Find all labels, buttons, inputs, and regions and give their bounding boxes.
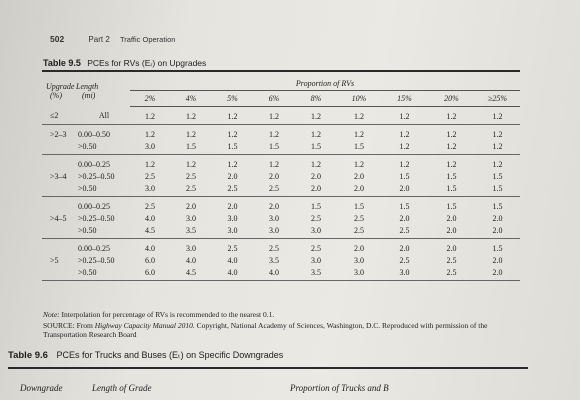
running-header: [50, 34, 175, 44]
pce-value-cell: 1.2: [227, 129, 238, 139]
note-text: Interpolation for percentage of RVs is recommended to the nearest 0.1.: [61, 310, 275, 319]
page-number: 502: [50, 34, 65, 44]
pce-value-cell: 2.0: [399, 213, 410, 223]
pce-value-cell: 1.5: [170, 140, 212, 155]
upgrade-cell: [42, 197, 76, 213]
table-9-5: [42, 76, 520, 281]
length-cell: >0.25–0.50: [78, 171, 115, 181]
pce-value-cell: 1.2: [253, 107, 295, 125]
upgrade-header-line2: (%): [50, 91, 62, 101]
upgrade-cell: ≤2: [42, 107, 76, 125]
pce-value-cell: 1.2: [381, 107, 428, 125]
pce-value-cell: 2.0: [446, 213, 457, 223]
pce-value-cell: 1.2: [492, 159, 503, 169]
pce-value-cell: 1.2: [311, 129, 321, 139]
pce-value-cell: 1.5: [475, 182, 520, 197]
length-header-line1: Length: [76, 82, 99, 92]
upgrade-cell: [42, 155, 76, 171]
length-cell: >0.25–0.50: [78, 213, 115, 223]
source-work: Highway Capacity Manual 2010.: [94, 321, 195, 330]
pce-value-cell: 2.5: [145, 171, 155, 181]
pce-value-cell: 1.5: [399, 201, 410, 211]
pce-value-cell: 3.0: [130, 182, 170, 197]
section-label: Traffic Operation: [120, 35, 176, 44]
upgrade-header: [42, 76, 76, 107]
pce-value-cell: 1.2: [354, 129, 364, 139]
pce-value-cell: 1.5: [446, 201, 457, 211]
proportion-column-header: 10%: [337, 91, 381, 107]
source-prefix: From: [76, 321, 93, 330]
pce-value-cell: 2.0: [446, 243, 457, 253]
pce-value-cell: 1.2: [227, 159, 238, 169]
pce-value-cell: 1.2: [311, 159, 321, 169]
proportion-column-header: 20%: [428, 91, 475, 107]
pce-value-cell: 2.0: [269, 171, 279, 181]
proportion-column-header: 6%: [253, 91, 295, 107]
pce-value-cell: 2.5: [399, 255, 410, 265]
pce-value-cell: 1.5: [212, 140, 253, 155]
pce-value-cell: 2.5: [446, 255, 457, 265]
pce-value-cell: 3.0: [269, 213, 279, 223]
table-row: [42, 107, 520, 125]
upgrade-header-line1: Upgrade: [46, 82, 75, 92]
table-9-6-label: Table 9.6: [8, 350, 48, 361]
length-cell: >0.25–0.50: [78, 255, 115, 265]
pce-value-cell: 6.0: [145, 255, 155, 265]
pce-value-cell: 1.5: [337, 140, 381, 155]
pce-value-cell: 1.2: [399, 159, 410, 169]
pce-value-cell: 2.0: [492, 213, 503, 223]
proportion-column-header: 8%: [295, 91, 337, 107]
pce-value-cell: 1.2: [337, 107, 381, 125]
pce-value-cell: 2.0: [186, 201, 196, 211]
pce-value-cell: 3.0: [354, 255, 364, 265]
length-header-line2: (mi): [82, 91, 96, 101]
source-rest: Copyright, National Academy of Sciences, Washington, D.C. Reproduced with permission of the Transportation Research Board: [43, 321, 488, 339]
pce-value-cell: 1.5: [311, 201, 321, 211]
pce-value-cell: 2.5: [170, 182, 212, 197]
length-cell: >0.50: [76, 140, 130, 155]
length-cell: >0.50: [76, 266, 130, 281]
pce-value-cell: 2.0: [295, 182, 337, 197]
pce-value-cell: 2.0: [475, 224, 520, 239]
pce-value-cell: 1.2: [399, 129, 410, 139]
source-label: SOURCE:: [43, 321, 75, 330]
pce-value-cell: 2.5: [227, 243, 238, 253]
table-row: [42, 182, 520, 197]
pce-value-cell: 2.0: [269, 201, 279, 211]
table-source: [43, 321, 533, 339]
pce-value-cell: 3.0: [186, 213, 196, 223]
pce-value-cell: 2.0: [227, 201, 238, 211]
pce-value-cell: 1.5: [399, 171, 410, 181]
part-label: Part 2: [88, 35, 110, 44]
pce-value-cell: 1.2: [170, 107, 212, 125]
pce-value-cell: 1.2: [446, 129, 457, 139]
upgrade-cell: >4–5: [50, 213, 67, 223]
pce-value-cell: 1.2: [145, 129, 155, 139]
pce-value-cell: 1.2: [130, 107, 170, 125]
pce-value-cell: 1.2: [295, 107, 337, 125]
length-cell: 0.00–0.25: [78, 159, 110, 169]
length-cell: 0.00–0.25: [78, 201, 110, 211]
pce-value-cell: 1.2: [428, 140, 475, 155]
upgrade-cell: >5: [50, 255, 59, 265]
table-top-rule: [42, 70, 520, 72]
table-row: [42, 254, 520, 266]
proportion-column-header: 2%: [130, 91, 170, 107]
table-9-6-title: [8, 350, 283, 361]
pce-value-cell: 2.5: [212, 182, 253, 197]
pce-value-cell: 1.2: [475, 140, 520, 155]
proportion-of-rvs-header: Proportion of RVs: [130, 76, 520, 91]
pce-value-cell: 3.5: [170, 224, 212, 239]
table-9-6-caption: PCEs for Trucks and Buses (Eₜ) on Specific Downgrades: [56, 350, 284, 360]
pce-value-cell: 2.0: [399, 243, 410, 253]
pce-value-cell: 3.0: [186, 243, 196, 253]
table-row: [42, 170, 520, 182]
table-row: [42, 224, 520, 239]
proportion-column-header: 5%: [212, 91, 253, 107]
proportion-column-header: ≥25%: [475, 91, 520, 107]
pce-value-cell: 3.5: [269, 255, 279, 265]
pce-value-cell: 1.2: [212, 107, 253, 125]
length-cell: 0.00–0.25: [78, 243, 110, 253]
pce-value-cell: 1.2: [145, 159, 155, 169]
pce-value-cell: 2.5: [145, 201, 155, 211]
pce-value-cell: 2.0: [475, 266, 520, 281]
pce-value-cell: 4.0: [212, 266, 253, 281]
pce-value-cell: 6.0: [130, 266, 170, 281]
table-row: [42, 197, 520, 213]
pce-value-cell: 2.5: [186, 171, 196, 181]
pce-value-cell: 3.0: [295, 224, 337, 239]
pce-value-cell: 1.2: [354, 159, 364, 169]
pce-value-cell: 1.2: [186, 159, 196, 169]
proportion-column-header: 4%: [170, 91, 212, 107]
upgrade-cell: >2–3: [50, 129, 67, 139]
pce-value-cell: 1.2: [446, 159, 457, 169]
table-9-5-caption: PCEs for RVs (Eᵣ) on Upgrades: [87, 58, 207, 68]
pce-value-cell: 1.2: [428, 107, 475, 125]
length-cell: >0.50: [76, 182, 130, 197]
pce-value-cell: 1.5: [253, 140, 295, 155]
table-row: [42, 125, 520, 141]
pce-value-cell: 2.5: [337, 224, 381, 239]
pce-value-cell: 2.5: [428, 266, 475, 281]
pce-value-cell: 3.0: [130, 140, 170, 155]
pce-value-cell: 2.0: [428, 224, 475, 239]
upgrade-cell: [42, 182, 76, 197]
table-9-5-body: [42, 107, 520, 281]
pce-value-cell: 2.0: [337, 182, 381, 197]
pce-value-cell: 1.2: [381, 140, 428, 155]
pce-value-cell: 3.0: [311, 255, 321, 265]
pce-value-cell: 3.0: [212, 224, 253, 239]
pce-value-cell: 1.5: [295, 140, 337, 155]
table-row: [42, 266, 520, 281]
table-row: [42, 212, 520, 224]
pce-value-cell: 4.5: [170, 266, 212, 281]
pce-value-cell: 2.0: [311, 171, 321, 181]
pce-value-cell: 1.5: [492, 201, 503, 211]
pce-value-cell: 1.2: [269, 129, 279, 139]
pce-value-cell: 2.5: [311, 243, 321, 253]
pce-value-cell: 1.5: [428, 182, 475, 197]
table-row: [42, 155, 520, 171]
pce-value-cell: 1.2: [492, 129, 503, 139]
pce-value-cell: 4.0: [186, 255, 196, 265]
length-header: [76, 76, 130, 107]
table-9-5-label: Table 9.5: [43, 58, 81, 68]
pce-value-cell: 4.0: [227, 255, 238, 265]
pce-value-cell: 4.0: [145, 243, 155, 253]
pce-value-cell: 3.0: [227, 213, 238, 223]
length-cell: >0.50: [76, 224, 130, 239]
pce-value-cell: 2.5: [311, 213, 321, 223]
upgrade-cell: [42, 140, 76, 155]
note-label: Note:: [43, 310, 60, 319]
pce-value-cell: 2.0: [354, 243, 364, 253]
pce-value-cell: 1.5: [354, 201, 364, 211]
pce-value-cell: 1.5: [446, 171, 457, 181]
upgrade-cell: [42, 224, 76, 239]
pce-value-cell: 1.5: [492, 171, 503, 181]
table-row: [42, 239, 520, 255]
pce-value-cell: 1.2: [269, 159, 279, 169]
pce-value-cell: 4.5: [130, 224, 170, 239]
pce-value-cell: 1.5: [492, 243, 503, 253]
length-cell: All: [76, 107, 130, 125]
pce-value-cell: 2.5: [253, 182, 295, 197]
pce-value-cell: 2.0: [354, 171, 364, 181]
pce-value-cell: 2.5: [381, 224, 428, 239]
pce-value-cell: 4.0: [253, 266, 295, 281]
pce-value-cell: 3.5: [295, 266, 337, 281]
pce-value-cell: 3.0: [337, 266, 381, 281]
table-9-5-title: [43, 58, 206, 68]
upgrade-cell: [42, 266, 76, 281]
downgrade-header: Downgrade: [20, 383, 63, 393]
pce-value-cell: 1.2: [475, 107, 520, 125]
table-9-6-top-rule: [8, 367, 528, 369]
pce-value-cell: 2.0: [492, 255, 503, 265]
table-row: [42, 140, 520, 155]
pce-value-cell: 2.0: [227, 171, 238, 181]
truck-proportion-header: Proportion of Trucks and B: [290, 383, 389, 393]
pce-value-cell: 2.5: [354, 213, 364, 223]
upgrade-cell: [42, 239, 76, 255]
pce-value-cell: 3.0: [253, 224, 295, 239]
pce-value-cell: 2.0: [381, 182, 428, 197]
pce-value-cell: 4.0: [145, 213, 155, 223]
length-cell: 0.00–0.50: [78, 129, 110, 139]
upgrade-cell: >3–4: [50, 171, 67, 181]
table-note: [43, 310, 523, 319]
proportion-column-header: 15%: [381, 91, 428, 107]
grade-length-header: Length of Grade: [92, 383, 152, 393]
pce-value-cell: 1.2: [186, 129, 196, 139]
pce-value-cell: 3.0: [381, 266, 428, 281]
pce-value-cell: 2.5: [269, 243, 279, 253]
